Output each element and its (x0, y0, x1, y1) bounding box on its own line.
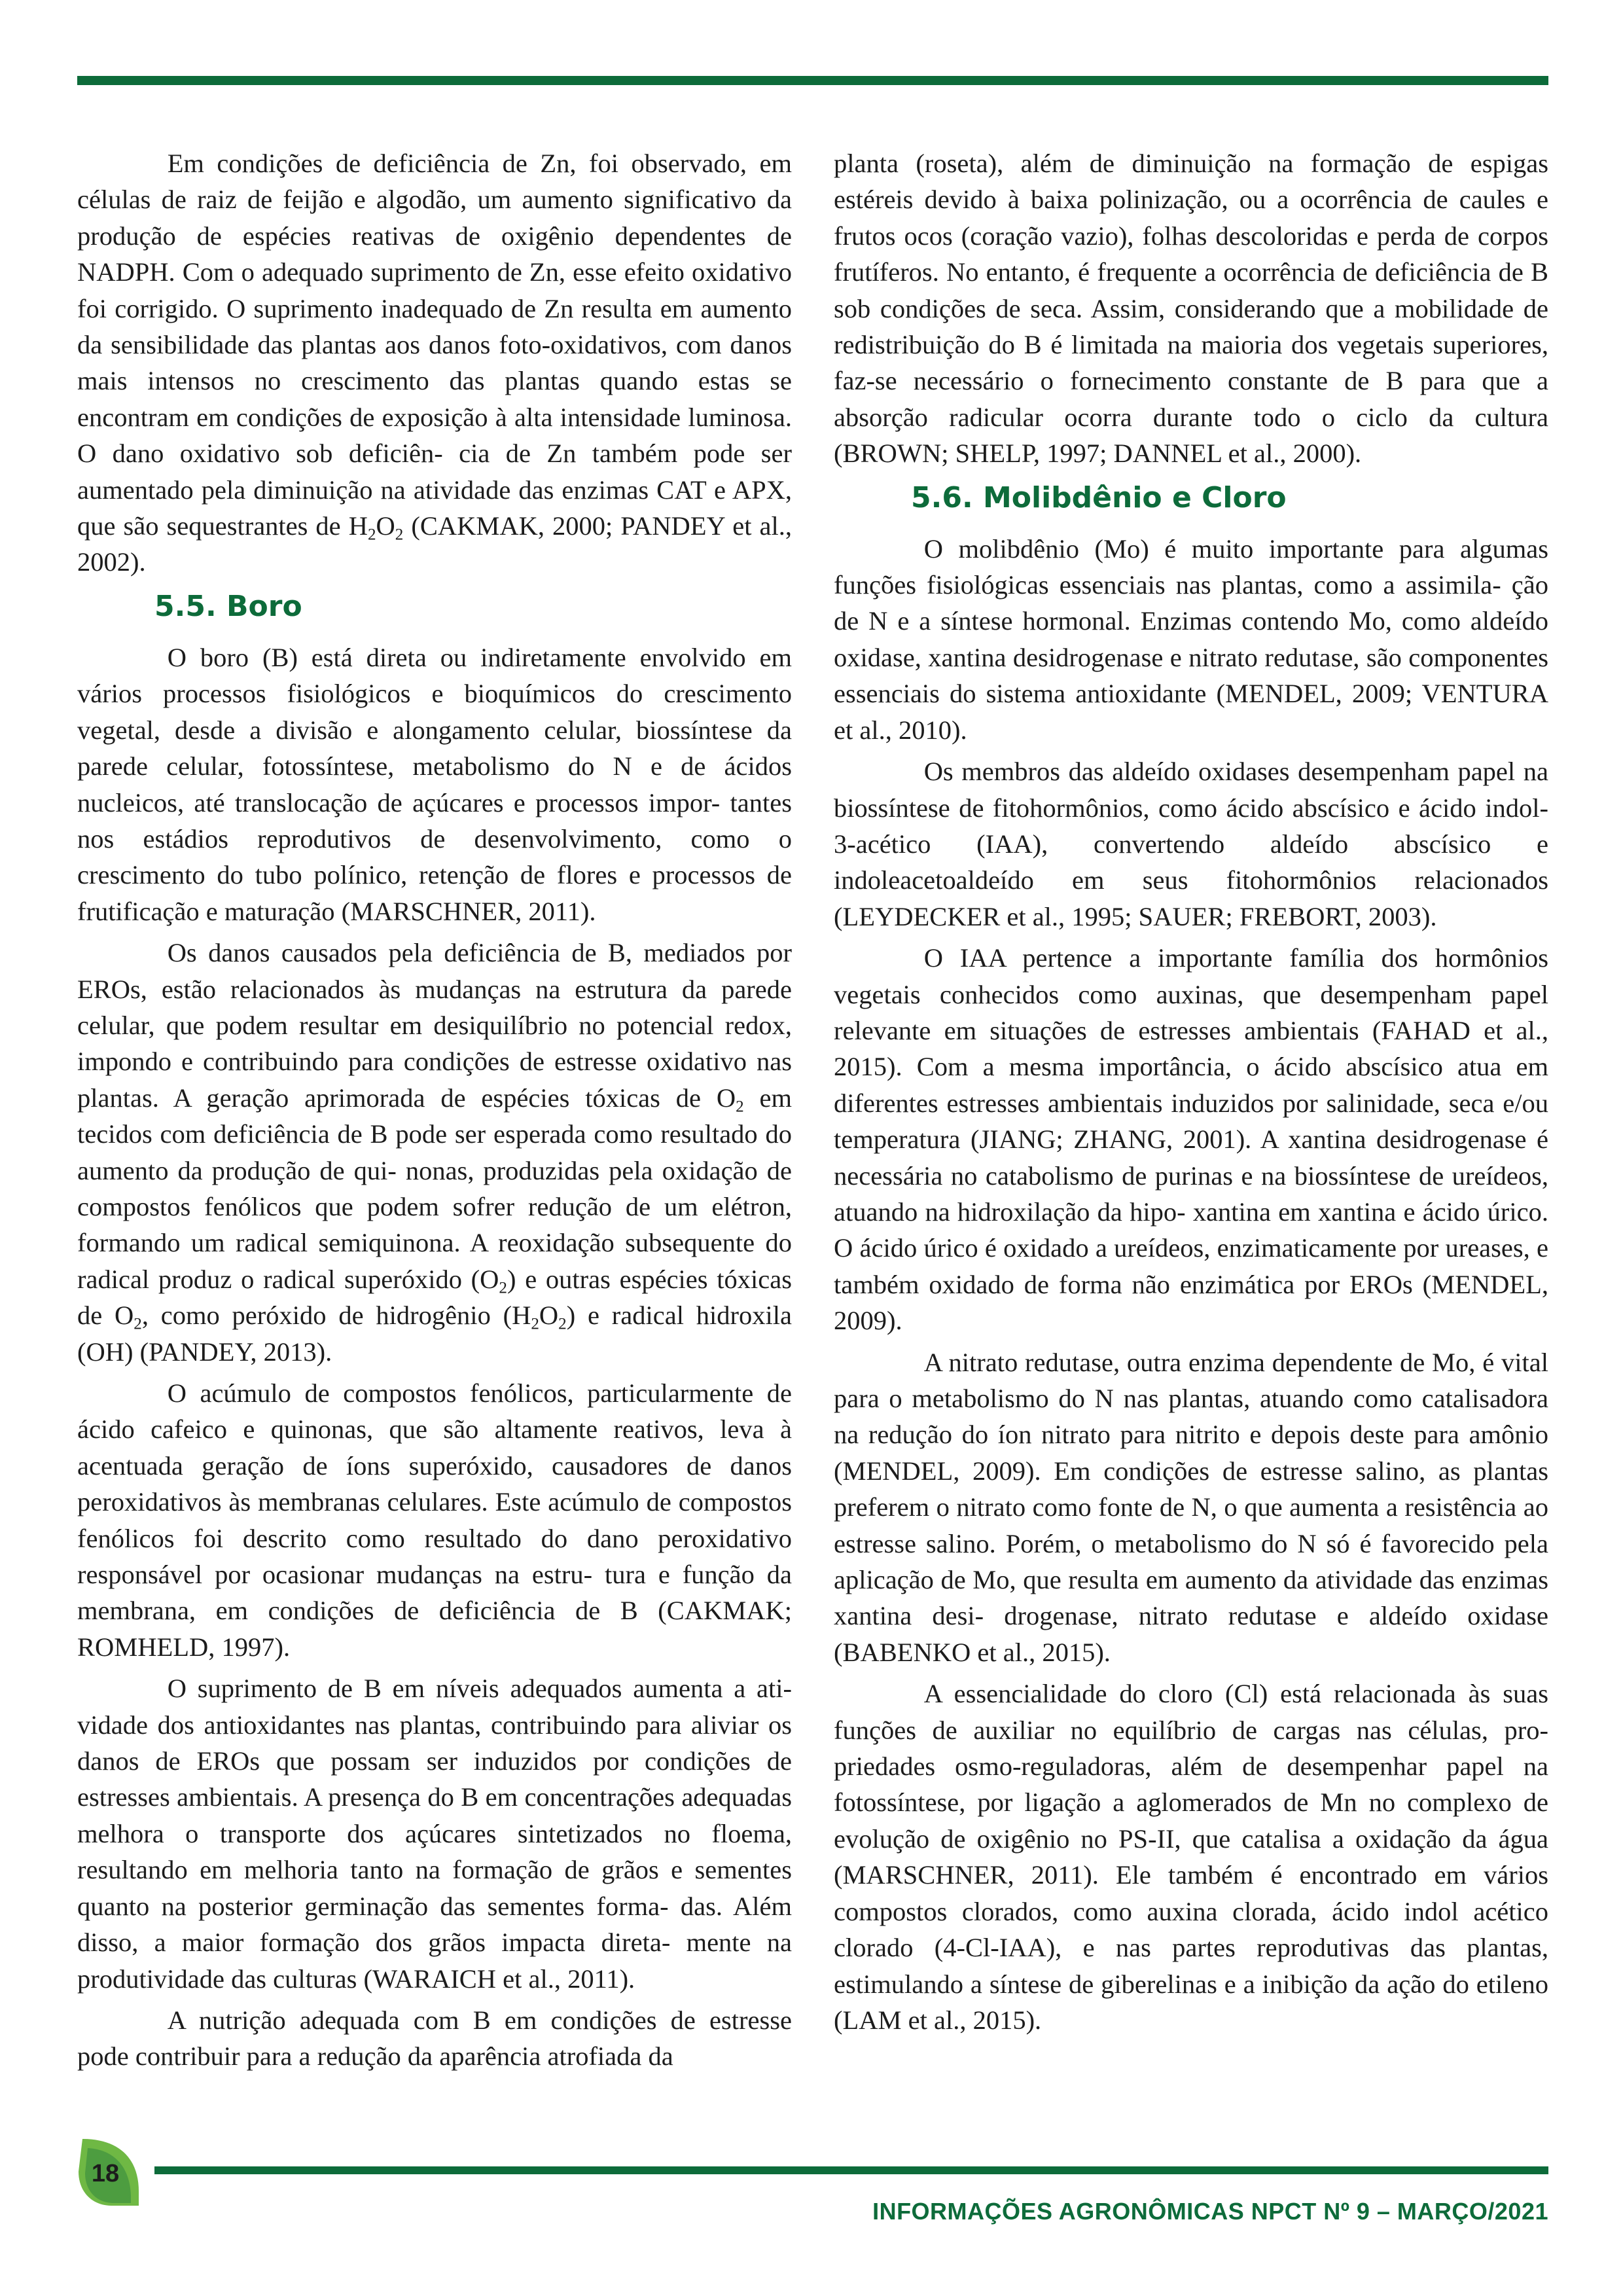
paragraph: A nitrato redutase, outra enzima dependente de Mo, é vital para o metabolismo do N nas plantas, atuando como catalisadora na redução do íon nitrato para nitrito e depois deste para amônio (MENDEL, 2009). Em condições de estresse salino, as plantas preferem o nitrato como fonte de N, o que aumenta a resistência ao estresse salino. Porém, o metabolismo do N só é favorecido pela aplicação de Mo, que resulta em aumento da atividade das enzimas xantina desi- drogenase, nitrato redutase e aldeído oxidase (BABENKO et al., 2015). (834, 1347, 1548, 1667)
right-column (834, 145, 1548, 2043)
paragraph: O IAA pertence a importante família dos hormônios vegetais conhecidos como auxinas, que desempenham papel relevante em situações de estresses ambientais (FAHAD et al., 2015). Com a mesma importância, o ácido abscísico atua em diferentes estresses ambientais induzidos por salinidade, seca e/ou temperatura (JIANG; ZHANG, 2001). A xantina desidrogenase é necessária no catabolismo de purinas e na biossíntese de ureídeos, atuando na hidroxilação da hipo- xantina em xantina e ácido úrico. O ácido úrico é oxidado a ureídeos, enzimaticamente por ureases, e também oxidado de forma não enzimática por EROs (MENDEL, 2009). (834, 943, 1548, 1336)
paragraph: A nutrição adequada com B em condições de estresse pode contribuir para a redução da aparência atrofiada da (77, 2005, 792, 2072)
left-column (77, 145, 792, 2080)
page-number: 18 (91, 2160, 120, 2187)
paragraph: O boro (B) está direta ou indiretamente envolvido em vários processos fisiológicos e bioquímicos do crescimento vegetal, desde a divisão e alongamento celular, biossíntese da parede celular, fotossíntese, metabolismo do N e de ácidos nucleicos, até translocação de açúcares e processos impor- tantes nos estádios reprodutivos de desenvolvimento, como o crescimento do tubo polínico, retenção de flores e processos de frutificação e maturação (MARSCHNER, 2011). (77, 642, 792, 926)
paragraph: O suprimento de B em níveis adequados aumenta a ati- vidade dos antioxidantes nas plantas, contribuindo para aliviar os danos de EROs que possam ser induzidos por condições de estresses ambientais. A presença do B em concentrações adequadas melhora o transporte dos açúcares sintetizados no floema, resultando em melhoria tanto na formação de grãos e sementes quanto na posterior germinação das sementes forma- das. Além disso, a maior formação dos grãos impacta direta- mente na produtividade das culturas (WARAICH et al., 2011). (77, 1674, 792, 1994)
paragraph: O acúmulo de compostos fenólicos, particularmente de ácido cafeico e quinonas, que são altamente reativos, leva à acentuada geração de íons superóxido, causadores de danos peroxidativos às membranas celulares. Este acúmulo de compostos fenólicos foi descrito como resultado do dano peroxidativo responsável por ocasionar mudanças na estru- tura e função da membrana, em condições de deficiência de B (CAKMAK; ROMHELD, 1997). (77, 1378, 792, 1662)
paragraph: O molibdênio (Mo) é muito importante para algumas funções fisiológicas essenciais nas plantas, como a assimila- ção de N e a síntese hormonal. Enzimas contendo Mo, como aldeído oxidase, xantina desidrogenase e nitrato redutase, são componentes essenciais do sistema antioxidante (MENDEL, 2009; VENTURA et al., 2010). (834, 533, 1548, 745)
paragraph: planta (roseta), além de diminuição na formação de espigas estéreis devido à baixa polinização, ou a ocorrência de caules e frutos ocos (coração vazio), folhas descoloridas e perda de corpos frutíferos. No entanto, é frequente a ocorrência de deficiência de B sob condições de seca. Assim, considerando que a mobilidade de redistribuição do B é limitada na maioria dos vegetais superiores, faz-se necessário o fornecimento constante de B para que a absorção radicular ocorra durante todo o ciclo da cultura (BROWN; SHELP, 1997; DANNEL et al., 2000). (834, 149, 1548, 469)
paragraph: Em condições de deficiência de Zn, foi observado, em células de raiz de feijão e algodão, um aumento significativo da produção de espécies reativas de oxigênio dependentes de NADPH. Com o adequado suprimento de Zn, esse efeito oxidativo foi corrigido. O suprimento inadequado de Zn resulta em aumento da sensibilidade das plantas aos danos foto-oxidativos, com danos mais intensos no crescimento das plantas quando estas se encontram em condições de exposição à alta intensidade luminosa. O dano oxidativo sob deficiên- cia de Zn também pode ser aumentado pela diminuição na atividade das enzimas CAT e APX, que são sequestrantes de $H_2O_2$ (CAKMAK, 2000; PANDEY et al., 2002). (77, 149, 793, 577)
publication-footer: INFORMAÇÕES AGRONÔMICAS NPCT Nº 9 – MARÇO/2021 (872, 2198, 1548, 2225)
paragraph: Os membros das aldeído oxidases desempenham papel na biossíntese de fitohormônios, como ácido abscísico e ácido indol-3-acético (IAA), convertendo aldeído abscísico e indoleacetoaldeído em seus fitohormônios relacionados (LEYDECKER et al., 1995; SAUER; FREBORT, 2003). (834, 757, 1548, 931)
top-rule (77, 76, 1548, 85)
section-heading-boro: 5.5. Boro (154, 589, 302, 623)
bottom-rule (154, 2166, 1548, 2174)
paragraph: A essencialidade do cloro (Cl) está relacionada às suas funções de auxiliar no equilíbrio de cargas nas células, pro- priedades osmo-reguladoras, além de desempenhar papel na fotossíntese, por ligação a aglomerados de Mn no complexo de evolução de oxigênio no PS-II, que catalisa a oxidação da água (MARSCHNER, 2011). Ele também é encontrado em vários compostos clorados, como auxina clorada, ácido indol acético clorado (4-Cl-IAA), e nas partes reprodutivas das plantas, estimulando a síntese de giberelinas e a inibição da ação do etileno (LAM et al., 2015). (834, 1679, 1548, 2035)
section-heading-molibdenio: 5.6. Molibdênio e Cloro (911, 480, 1287, 514)
paragraph: Os danos causados pela deficiência de B, mediados por EROs, estão relacionados às mudanças na estrutura da parede celular, que podem resultar em desiquilíbrio no potencial redox, impondo e contribuindo para condições de estresse oxidativo nas plantas. A geração aprimorada de espécies tóxicas de $O_2$ em tecidos com deficiência de B pode ser esperada como resultado do aumento da produção de qui- nonas, produzidas pela oxidação de compostos fenólicos que podem sofrer redução de um elétron, formando um radical semiquinona. A reoxidação subsequente do radical produz o radical superóxido $(O_2)$ e outras espécies tóxicas de $O_2$, como peróxido de hidrogênio $(H_2O_2)$ e radical hidroxila (OH) (PANDEY, 2013). (77, 938, 792, 1367)
